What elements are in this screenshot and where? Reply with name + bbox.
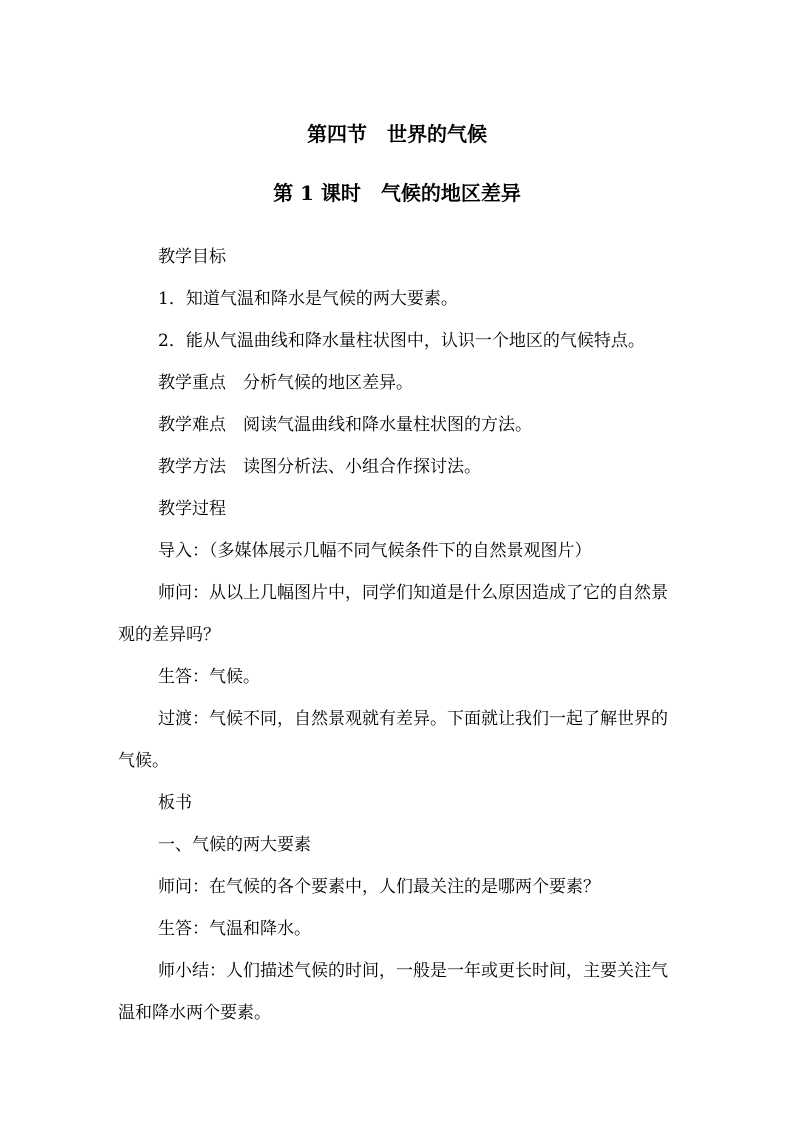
lesson-title: 第 1 课时 气候的地区差异 [273, 181, 521, 205]
section-title: 第四节 世界的气候 [307, 122, 487, 146]
heading-two-elements: 一、气候的两大要素 [158, 835, 311, 855]
teaching-difficulty: 教学难点 阅读气温曲线和降水量柱状图的方法。 [158, 415, 532, 435]
student-answer-2: 生答：气温和降水。 [158, 919, 311, 939]
teaching-focus: 教学重点 分析气候的地区差异。 [158, 373, 413, 393]
teacher-question-1: 师问：从以上几幅图片中，同学们知道是什么原因造成了它的自然景观的差异吗？ [118, 583, 668, 645]
heading-blackboard: 板书 [158, 793, 192, 813]
objective-1: 1．知道气温和降水是气候的两大要素。 [158, 289, 458, 309]
introduction: 导入：（多媒体展示几幅不同气候条件下的自然景观图片） [158, 541, 592, 561]
heading-teaching-process: 教学过程 [158, 499, 226, 519]
heading-teaching-objectives: 教学目标 [158, 247, 226, 267]
objective-2: 2．能从气温曲线和降水量柱状图中，认识一个地区的气候特点。 [158, 331, 645, 351]
teacher-summary: 师小结：人们描述气候的时间，一般是一年或更长时间，主要关注气温和降水两个要素。 [118, 961, 668, 1023]
teacher-question-2: 师问：在气候的各个要素中，人们最关注的是哪两个要素？ [158, 877, 600, 897]
student-answer-1: 生答：气候。 [158, 667, 260, 687]
transition: 过渡：气候不同，自然景观就有差异。下面就让我们一起了解世界的气候。 [118, 709, 668, 771]
document-body [118, 236, 684, 1034]
teaching-method: 教学方法 读图分析法、小组合作探讨法。 [158, 457, 481, 477]
